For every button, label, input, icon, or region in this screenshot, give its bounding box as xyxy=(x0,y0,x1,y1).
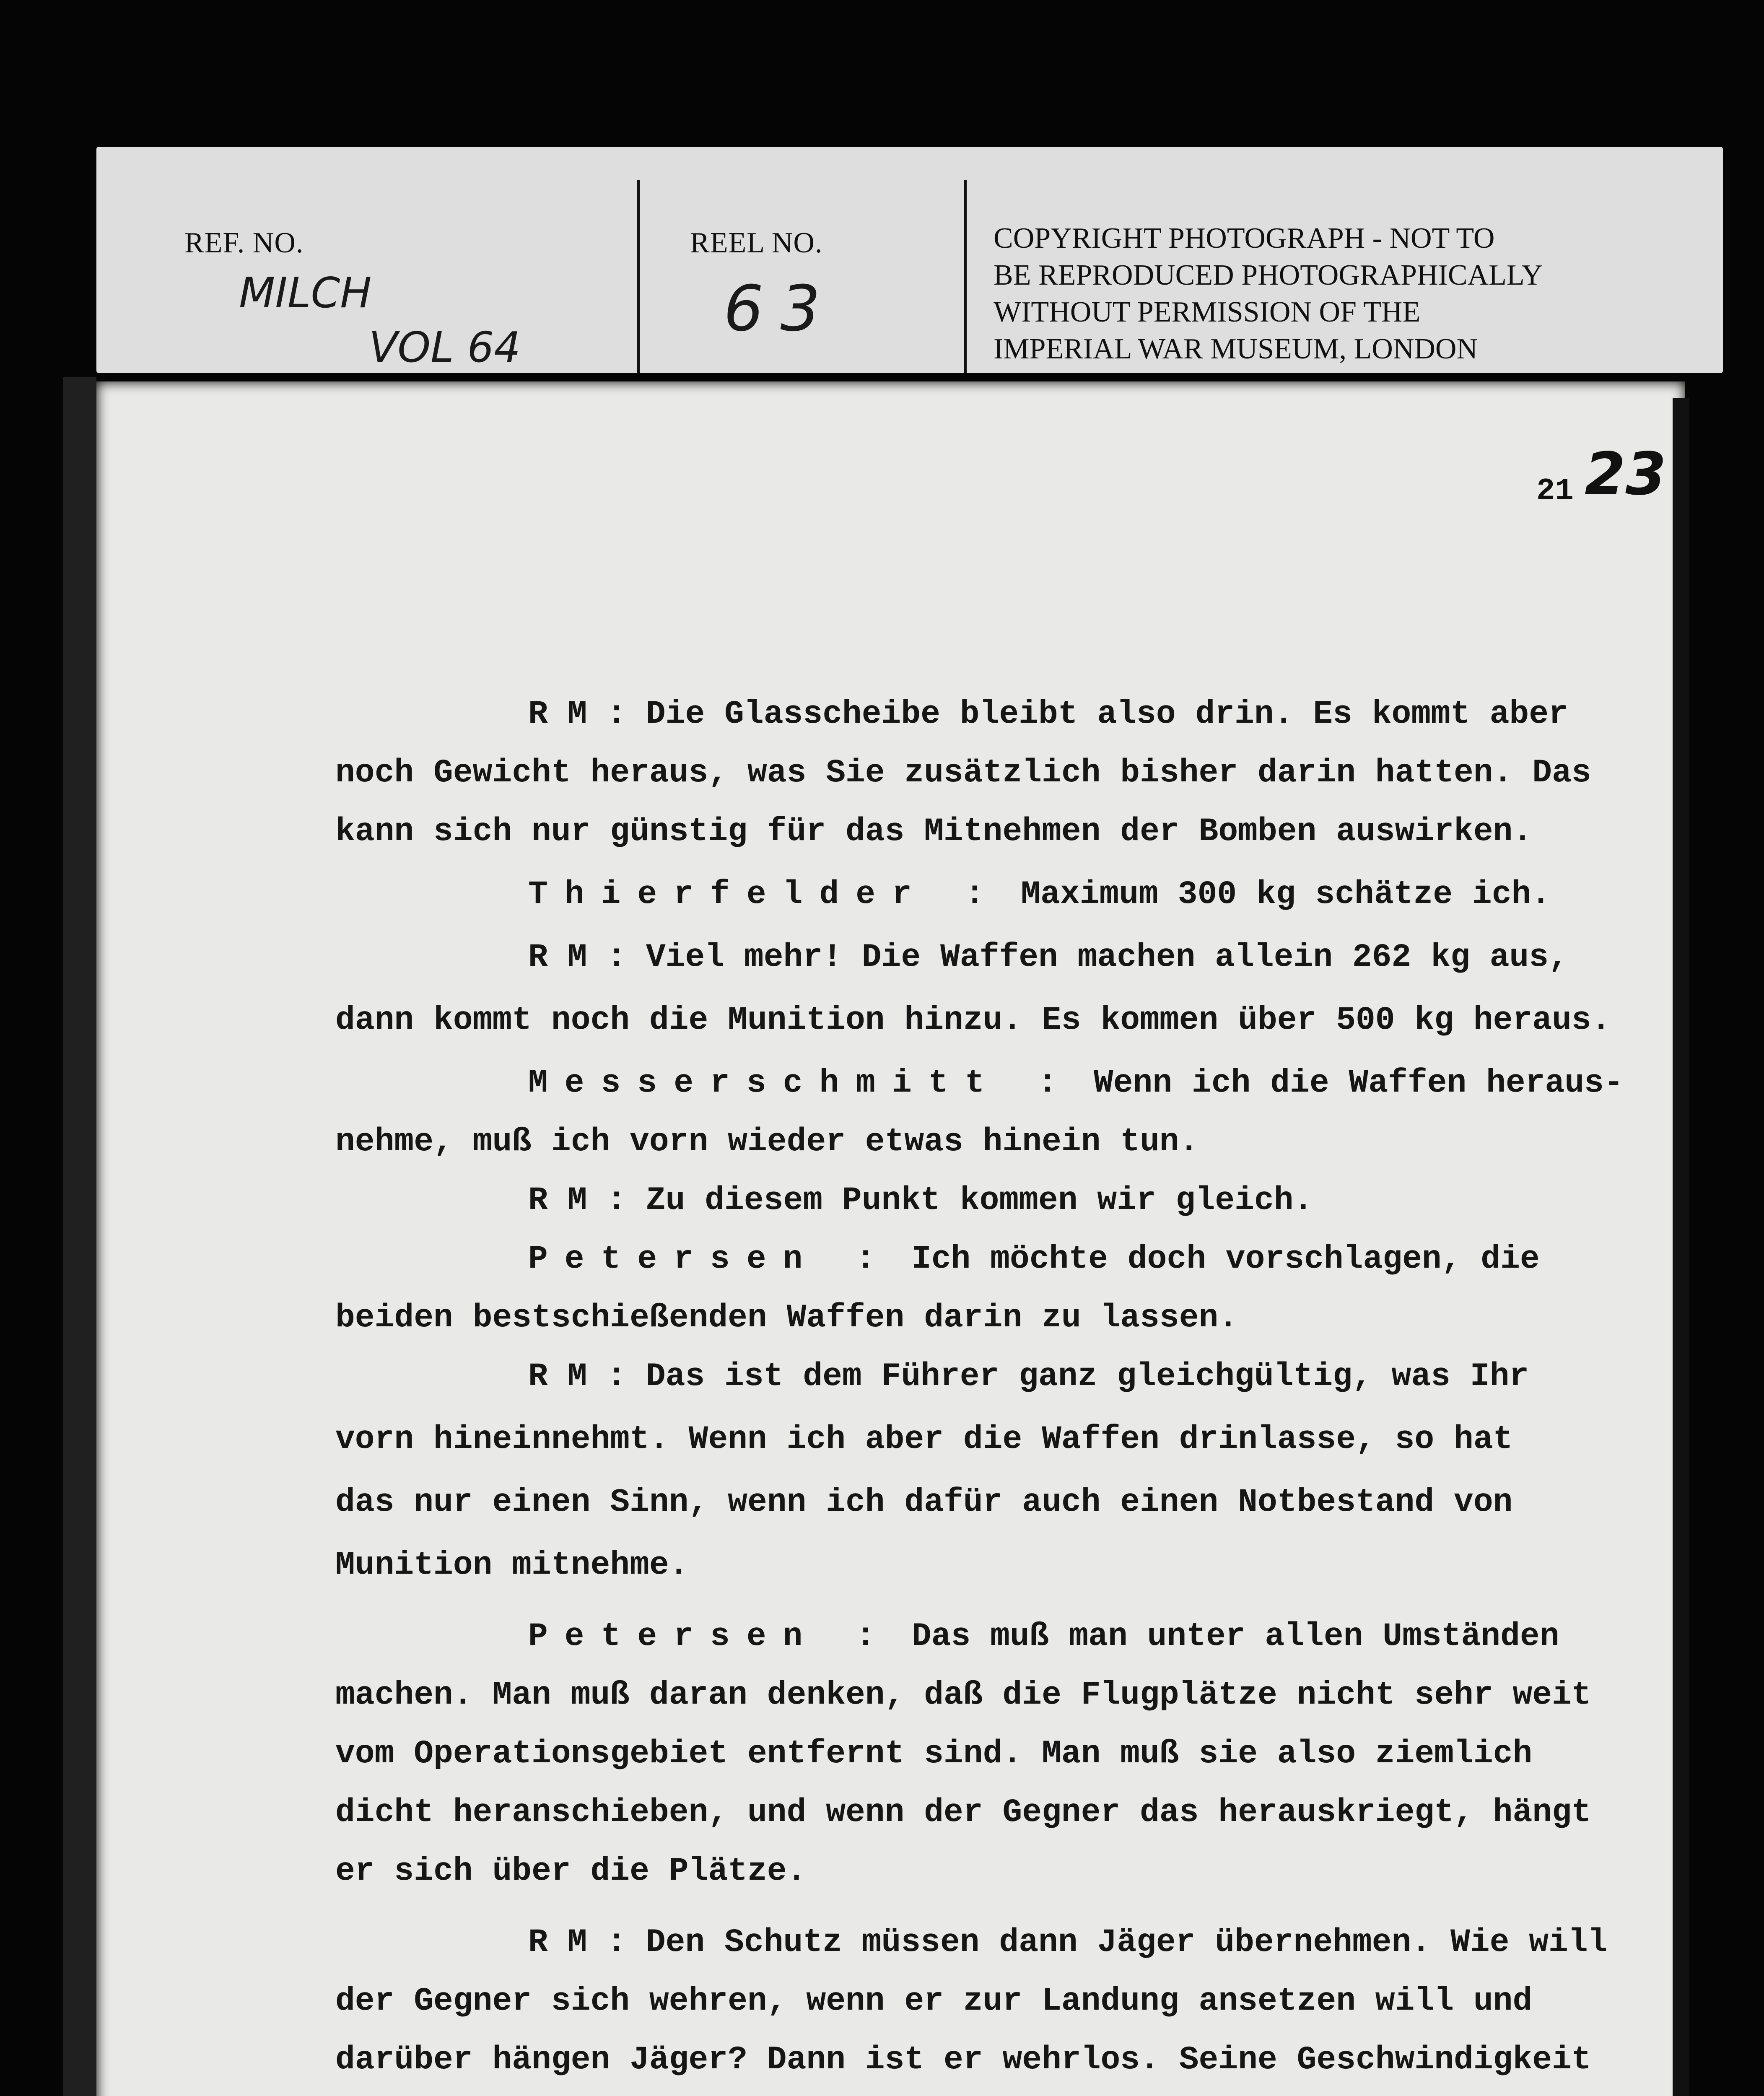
speaker-name: Messerschmitt : xyxy=(528,1065,1074,1102)
transcript-line xyxy=(335,1002,1611,1039)
transcript-line xyxy=(335,1547,689,1584)
transcript-line xyxy=(335,1300,1238,1336)
line-text: noch Gewicht heraus, was Sie zusätzlich bisher darin hatten. Das xyxy=(335,755,1591,791)
ref-column xyxy=(96,147,637,373)
speaker-name: R M : xyxy=(528,939,627,976)
line-text: beiden bestschießenden Waffen darin zu lassen. xyxy=(335,1300,1238,1336)
typed-document-page xyxy=(96,381,1685,2096)
transcript-line xyxy=(335,755,1591,791)
transcript-line xyxy=(335,1484,1512,1521)
copyright-line: IMPERIAL WAR MUSEUM, LONDON xyxy=(994,333,1478,365)
copyright-line: BE REPRODUCED PHOTOGRAPHICALLY xyxy=(994,259,1543,291)
transcript-line xyxy=(335,1677,1591,1714)
line-text: er sich über die Plätze. xyxy=(335,1853,807,1890)
transcript-line xyxy=(528,696,1568,733)
speaker-name: Thierfelder : xyxy=(528,876,1001,913)
speaker-name: Petersen : xyxy=(528,1618,892,1655)
line-text: Das ist dem Führer ganz gleichgültig, was Ihr xyxy=(626,1358,1529,1395)
line-text: darüber hängen Jäger? Dann ist er wehrlos. Seine Geschwindigkeit xyxy=(335,2042,1591,2078)
transcript-line xyxy=(528,876,1551,913)
line-text: vorn hineinnehmt. Wenn ich aber die Waffen drinlasse, so hat xyxy=(335,1421,1513,1458)
transcript-line xyxy=(528,1358,1529,1395)
line-text: Viel mehr! Die Waffen machen allein 262 kg aus, xyxy=(626,939,1568,976)
reel-column xyxy=(640,147,975,373)
reel-label: REEL NO. xyxy=(690,227,823,259)
line-text: der Gegner sich wehren, wenn er zur Landung ansetzen will und xyxy=(335,1983,1533,2020)
speaker-name: R M : xyxy=(528,696,627,733)
transcript-line xyxy=(335,1794,1591,1831)
line-text: dann kommt noch die Munition hinzu. Es kommen über 500 kg heraus. xyxy=(335,1002,1611,1039)
speaker-name: R M : xyxy=(528,1182,627,1219)
transcript-line xyxy=(335,813,1532,850)
transcript-line xyxy=(528,1618,1559,1655)
typed-page-number: 21 xyxy=(1536,474,1574,509)
archive-header-card xyxy=(96,147,1723,373)
copyright-notice xyxy=(994,220,1543,368)
line-text: nehme, muß ich vorn wieder etwas hinein tun. xyxy=(335,1123,1199,1160)
transcript-line xyxy=(528,1182,1313,1219)
ref-label: REF. NO. xyxy=(184,227,304,259)
line-text: Ich möchte doch vorschlagen, die xyxy=(892,1241,1540,1278)
line-text: vom Operationsgebiet entfernt sind. Man muß sie also ziemlich xyxy=(335,1735,1533,1772)
line-text: Das muß man unter allen Umständen xyxy=(892,1618,1559,1655)
speaker-name: Petersen : xyxy=(528,1241,892,1278)
header-divider xyxy=(964,180,967,373)
line-text: Die Glasscheibe bleibt also drin. Es kommt aber xyxy=(626,696,1568,733)
speaker-name: R M : xyxy=(528,1358,627,1395)
line-text: Wenn ich die Waffen heraus- xyxy=(1074,1065,1624,1102)
line-text: Munition mitnehme. xyxy=(335,1547,689,1584)
line-text: machen. Man muß daran denken, daß die Flugplätze nicht sehr weit xyxy=(335,1677,1591,1714)
transcript-line xyxy=(528,1241,1540,1278)
line-text: Zu diesem Punkt kommen wir gleich. xyxy=(626,1182,1313,1219)
reel-handwritten-number: 63 xyxy=(724,272,837,345)
transcript-line xyxy=(335,1983,1532,2020)
line-text: dicht heranschieben, und wenn der Gegner das herauskriegt, hängt xyxy=(335,1794,1591,1831)
transcript-line xyxy=(335,1123,1199,1160)
copyright-line: COPYRIGHT PHOTOGRAPH - NOT TO xyxy=(994,222,1495,254)
speaker-name: R M : xyxy=(528,1924,627,1961)
transcript-line xyxy=(528,939,1568,976)
handwritten-page-number: 23 xyxy=(1585,440,1666,508)
line-text: Maximum 300 kg schätze ich. xyxy=(1001,876,1551,913)
line-text: Den Schutz müssen dann Jäger übernehmen. Wie will xyxy=(626,1924,1608,1961)
line-text: das nur einen Sinn, wenn ich dafür auch einen Notbestand von xyxy=(335,1484,1513,1521)
copyright-line: WITHOUT PERMISSION OF THE xyxy=(994,296,1421,328)
transcript-line xyxy=(335,1853,806,1890)
transcript-line xyxy=(335,2042,1591,2078)
ref-handwritten-volume: VOL 64 xyxy=(369,323,521,372)
transcript-line xyxy=(528,1065,1624,1102)
page-shadow-edge xyxy=(63,377,96,2096)
transcript-line xyxy=(335,1421,1512,1458)
transcript-line xyxy=(528,1924,1607,1961)
line-text: kann sich nur günstig für das Mitnehmen der Bomben auswirken. xyxy=(335,813,1533,850)
transcript-line xyxy=(335,1735,1532,1772)
ref-handwritten-name: MILCH xyxy=(239,268,372,317)
page-right-edge xyxy=(1673,398,1689,2096)
